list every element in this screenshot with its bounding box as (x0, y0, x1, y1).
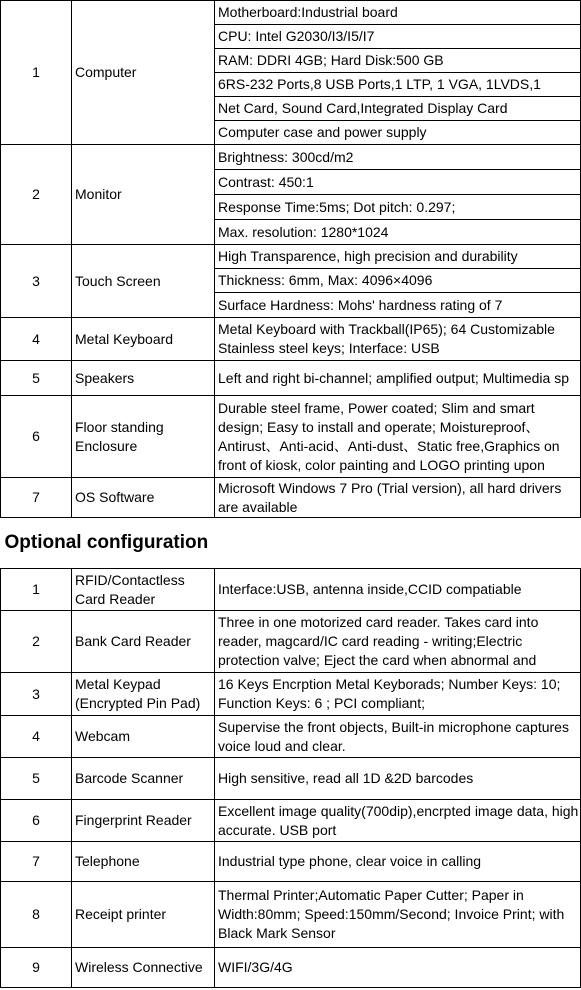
spec-text: WIFI/3G/4G (215, 948, 581, 988)
spec-text: Industrial type phone, clear voice in calling (215, 842, 581, 882)
item-name: Bank Card Reader (72, 611, 215, 673)
item-name: Monitor (72, 145, 215, 245)
item-name: RFID/Contactless Card Reader (72, 569, 215, 611)
row-number: 1 (1, 1, 72, 145)
spec-text: 16 Keys Encrption Metal Keyborads; Number Keys: 10; Function Keys: 6 ; PCI compliant; (215, 673, 581, 716)
spec-text: Durable steel frame, Power coated; Slim and smart design; Easy to install and operate; Moistureproof、Antirust、Anti-acid、Anti-dust、Static free,Graphics on front of kiosk, color painting and LOGO printing upon (218, 399, 560, 473)
spec-text: Thermal Printer;Automatic Paper Cutter; Paper in Width:80mm; Speed:150mm/Second; Invoice Print; with Black Mark Sensor (215, 882, 581, 948)
row-number: 2 (1, 611, 72, 673)
spec-text: Brightness: 300cd/m2 (215, 145, 581, 170)
spec-text: Computer case and power supply (215, 121, 581, 145)
item-name: OS Software (72, 478, 215, 518)
spec-text: Response Time:5ms; Dot pitch: 0.297; (215, 195, 581, 220)
spec-text: Max. resolution: 1280*1024 (215, 220, 581, 245)
item-name: Floor standing Enclosure (72, 396, 215, 478)
item-name: Receipt printer (72, 882, 215, 948)
spec-text: Three in one motorized card reader. Takes card into reader, magcard/IC card reading - writing;Electric protection valve; Eject the card when abnormal and (218, 614, 539, 668)
spec-text: Interface:USB, antenna inside,CCID compatiable (215, 569, 581, 611)
item-name: Telephone (72, 842, 215, 882)
item-name: Wireless Connective (72, 948, 215, 988)
row-number: 5 (1, 361, 72, 396)
item-name: Metal Keypad (Encrypted Pin Pad) (72, 673, 215, 716)
spec-text: Thickness: 6mm, Max: 4096×4096 (215, 269, 581, 293)
spec-text: CPU: Intel G2030/I3/I5/I7 (215, 25, 581, 49)
row-number: 4 (1, 716, 72, 758)
spec-text: Motherboard:Industrial board (215, 1, 581, 25)
spec-text: Contrast: 450:1 (215, 170, 581, 195)
row-number: 2 (1, 145, 72, 245)
spec-text: 6RS-232 Ports,8 USB Ports,1 LTP, 1 VGA, 1LVDS,1 (215, 73, 581, 97)
row-number: 3 (1, 245, 72, 318)
row-number: 3 (1, 673, 72, 716)
spec-cell (215, 396, 581, 478)
row-number: 7 (1, 478, 72, 518)
item-name: Barcode Scanner (72, 758, 215, 800)
spec-text: Metal Keyboard with Trackball(IP65); 64 Customizable Stainless steel keys; Interface: USB (215, 318, 581, 361)
item-name: Speakers (72, 361, 215, 396)
row-number: 6 (1, 800, 72, 842)
row-number: 6 (1, 396, 72, 478)
row-number: 4 (1, 318, 72, 361)
row-number: 1 (1, 569, 72, 611)
spec-text: Net Card, Sound Card,Integrated Display Card (215, 97, 581, 121)
row-number: 7 (1, 842, 72, 882)
spec-text: RAM: DDRI 4GB; Hard Disk:500 GB (215, 49, 581, 73)
item-name: Fingerprint Reader (72, 800, 215, 842)
spec-text: Supervise the front objects, Built-in microphone captures voice loud and clear. (215, 716, 581, 758)
row-number: 8 (1, 882, 72, 948)
item-name: Touch Screen (72, 245, 215, 318)
row-number: 5 (1, 758, 72, 800)
spec-text: High Transparence, high precision and durability (215, 245, 581, 269)
spec-text: Excellent image quality(700dip),encrpted image data, high accurate. USB port (215, 800, 581, 842)
item-name: Metal Keyboard (72, 318, 215, 361)
spec-text: Surface Hardness: Mohs' hardness rating of 7 (215, 293, 581, 318)
item-name: Computer (72, 1, 215, 145)
row-number: 9 (1, 948, 72, 988)
spec-text: High sensitive, read all 1D &2D barcodes (215, 758, 581, 800)
item-name: Webcam (72, 716, 215, 758)
spec-text: Microsoft Windows 7 Pro (Trial version), all hard drivers are available (215, 478, 581, 518)
spec-text: Left and right bi-channel; amplified output; Multimedia sp (215, 361, 581, 396)
section-title: Optional configuration (1, 518, 581, 569)
spec-cell (215, 611, 581, 673)
